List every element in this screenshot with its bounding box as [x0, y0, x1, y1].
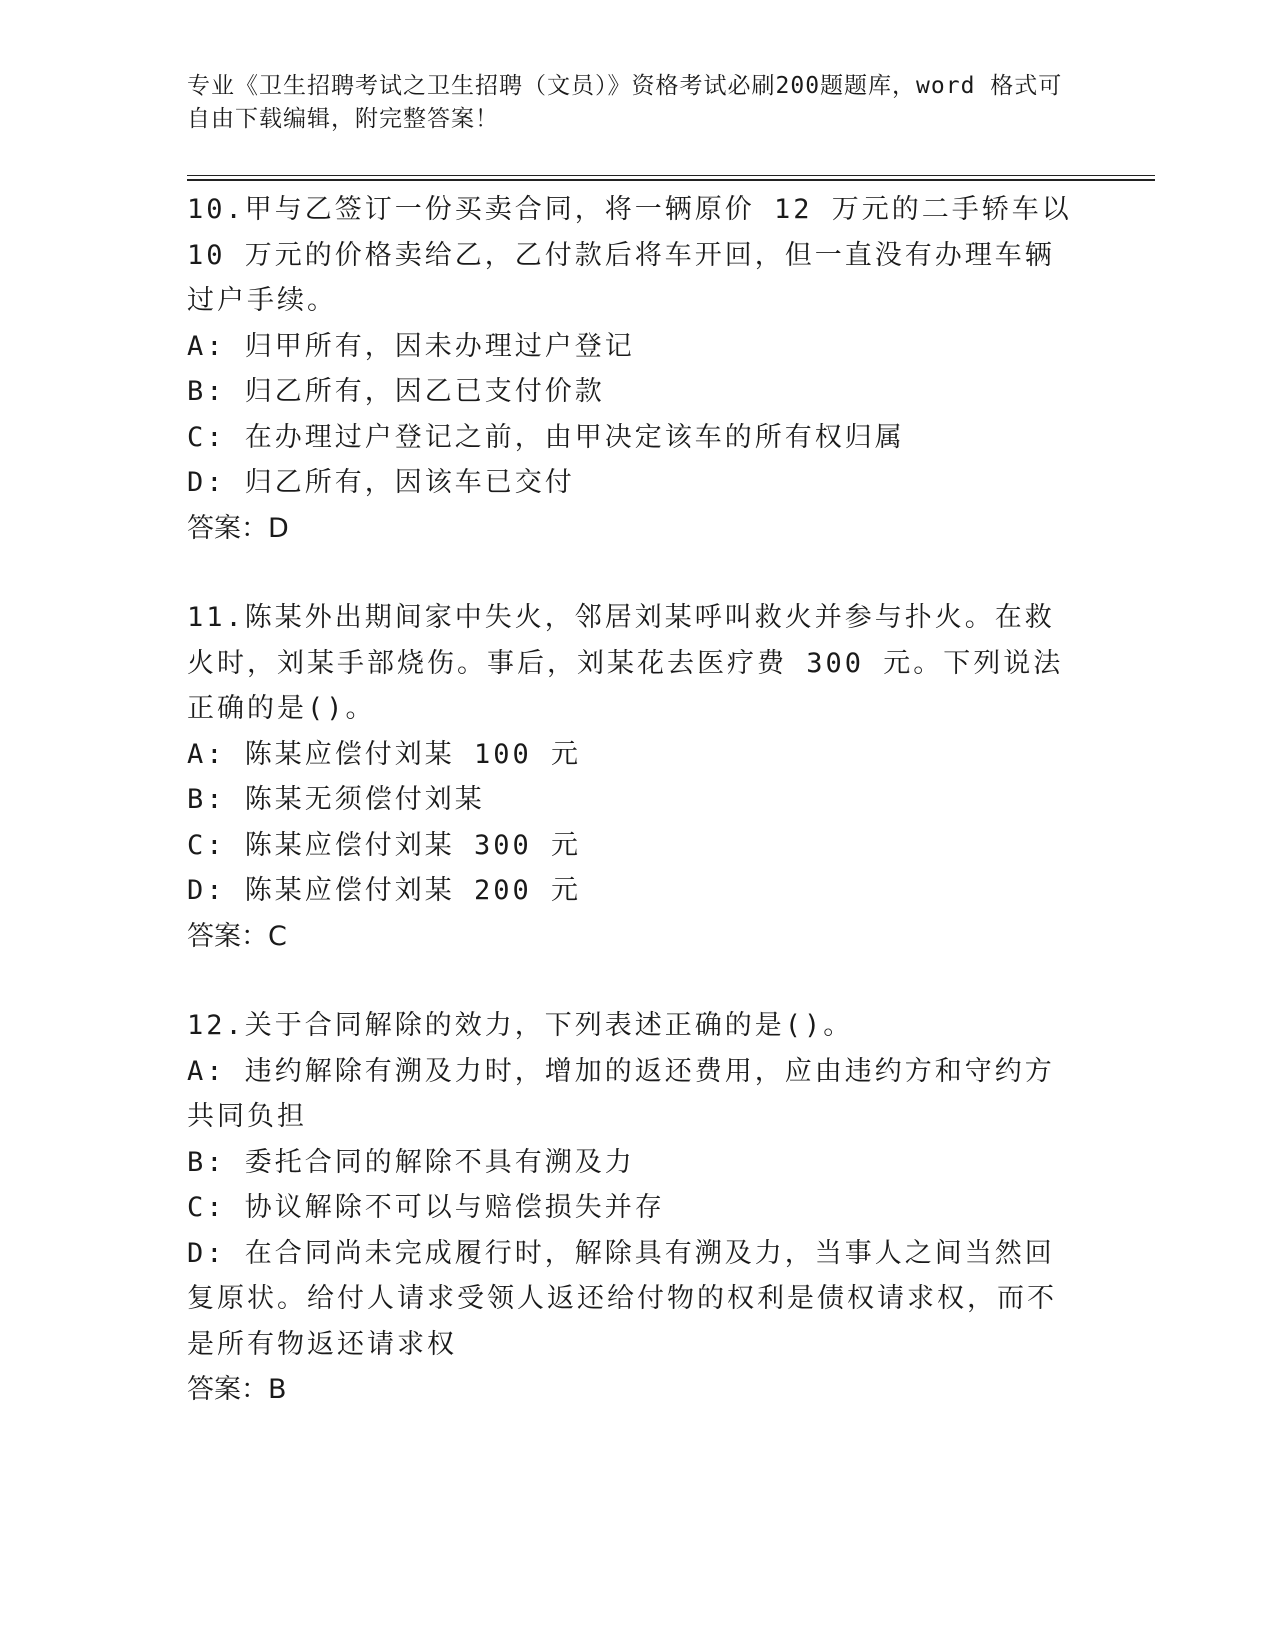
question-11 [187, 595, 1072, 959]
answer: 答案：D [187, 512, 289, 544]
option-a: A: 违约解除有溯及力时，增加的返还费用，应由违约方和守约方共同负担 [187, 1055, 1055, 1132]
option-b: B: 陈某无须偿付刘某 [187, 784, 485, 815]
question-stem: 11.陈某外出期间家中失火，邻居刘某呼叫救火并参与扑火。在救火时，刘某手部烧伤。事后，刘某花去医疗费 300 元。下列说法正确的是()。 [187, 602, 1064, 724]
document-header: 专业《卫生招聘考试之卫生招聘（文员）》资格考试必刷200题题库，word 格式可自由下载编辑，附完整答案！ [187, 73, 1063, 132]
answer: 答案：C [187, 920, 287, 952]
option-d: D: 陈某应偿付刘某 200 元 [187, 875, 582, 906]
option-c: C: 协议解除不可以与赔偿损失并存 [187, 1192, 665, 1223]
option-d: D: 在合同尚未完成履行时，解除具有溯及力，当事人之间当然回复原状。给付人请求受领人返还给付物的权利是债权请求权，而不是所有物返还请求权 [187, 1237, 1057, 1360]
question-list [187, 187, 1072, 1457]
option-c: C: 陈某应偿付刘某 300 元 [187, 829, 582, 861]
answer: 答案：B [187, 1374, 287, 1405]
header-divider-thick [187, 179, 1155, 181]
question-10 [187, 187, 1072, 551]
option-a: A: 归甲所有，因未办理过户登记 [187, 330, 635, 362]
option-a: A: 陈某应偿付刘某 100 元 [187, 738, 582, 770]
header-divider-thin [187, 175, 1155, 176]
question-stem: 12.关于合同解除的效力，下列表述正确的是()。 [187, 1010, 854, 1041]
option-c: C: 在办理过户登记之前，由甲决定该车的所有权归属 [187, 421, 905, 453]
option-d: D: 归乙所有，因该车已交付 [187, 467, 575, 498]
option-b: B: 归乙所有，因乙已支付价款 [187, 376, 605, 407]
question-stem: 10.甲与乙签订一份买卖合同，将一辆原价 12 万元的二手轿车以 10 万元的价格卖给乙，乙付款后将车开回，但一直没有办理车辆过户手续。 [187, 194, 1072, 316]
question-12 [187, 1003, 1072, 1413]
option-b: B: 委托合同的解除不具有溯及力 [187, 1146, 635, 1178]
